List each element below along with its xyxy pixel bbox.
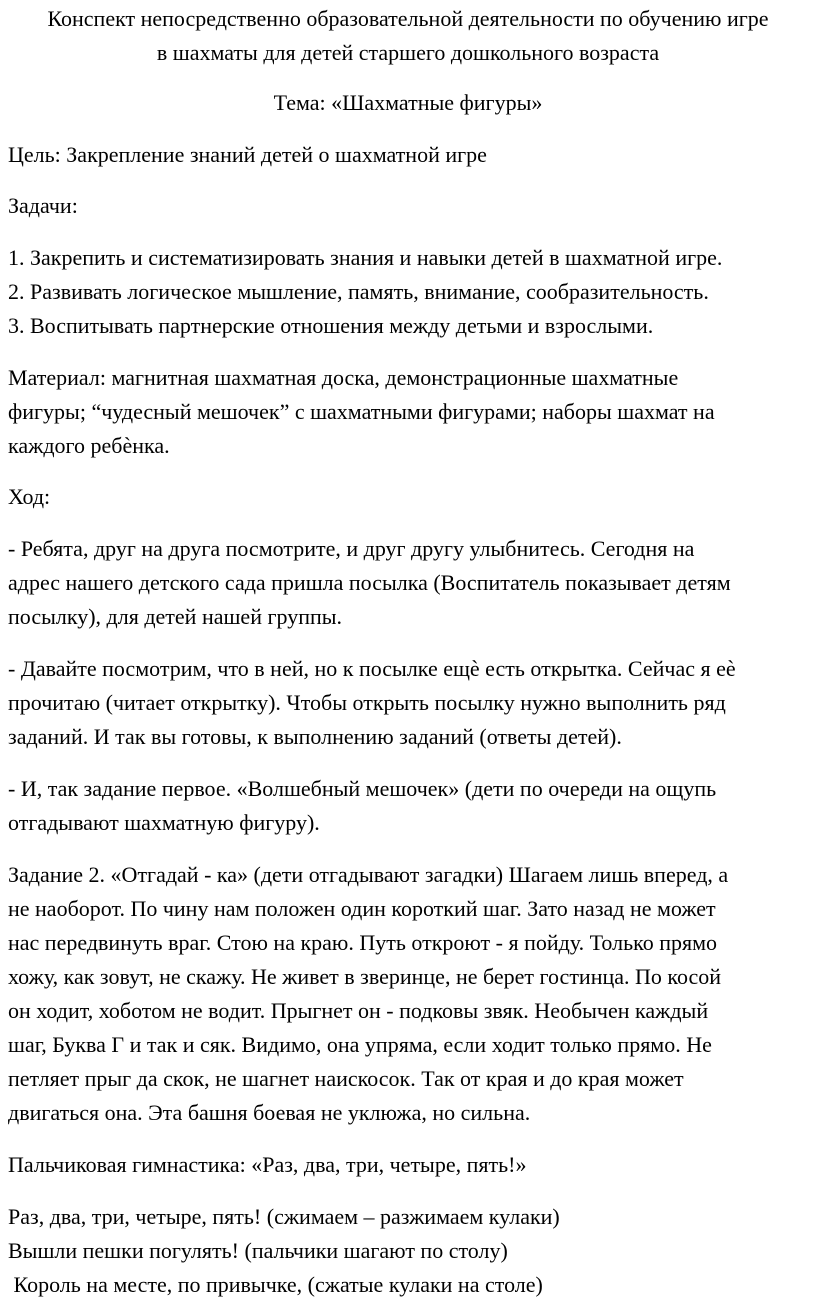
document-title — [8, 0, 808, 70]
paragraph-line: не наоборот. По чину нам положен один короткий шаг. Зато назад не может — [8, 896, 716, 921]
paragraph-line: Задание 2. «Отгадай - ка» (дети отгадывают загадки) Шагаем лишь вперед, а — [8, 862, 729, 887]
finger-gymnastics-heading: Пальчиковая гимнастика: «Раз, два, три, четыре, пять!» — [8, 1152, 527, 1177]
material-line: каждого ребѐнка. — [8, 433, 170, 458]
paragraph-task-2-riddles — [8, 858, 808, 1130]
paragraph-line: адрес нашего детского сада пришла посылка (Воспитатель показывает детям — [8, 570, 731, 595]
material-line: Материал: магнитная шахматная доска, демонстрационные шахматные — [8, 365, 679, 390]
paragraph-line: заданий. И так вы готовы, к выполнению заданий (ответы детей). — [8, 724, 622, 749]
paragraph-line: - Давайте посмотрим, что в ней, но к посылке ещѐ есть открытка. Сейчас я еѐ — [8, 656, 736, 681]
material-line: фигуры; “чудесный мешочек” с шахматными фигурами; наборы шахмат на — [8, 399, 715, 424]
verse-line: Вышли пешки погулять! (пальчики шагают по столу) — [8, 1238, 508, 1263]
paragraph-line: посылку), для детей нашей группы. — [8, 604, 343, 629]
paragraph-line: - Ребята, друг на друга посмотрите, и друг другу улыбнитесь. Сегодня на — [8, 536, 695, 561]
paragraph-line: отгадывают шахматную фигуру). — [8, 810, 320, 835]
paragraph-line: - И, так задание первое. «Волшебный мешочек» (дети по очереди на ощупь — [8, 776, 717, 801]
goal-line: Цель: Закрепление знаний детей о шахматной игре — [8, 142, 487, 167]
paragraph-line: он ходит, хоботом не водит. Прыгнет он - подковы звяк. Необычен каждый — [8, 998, 709, 1023]
tasks-list — [8, 241, 808, 343]
paragraph-line: двигаться она. Эта башня боевая не уклюжа, но сильна. — [8, 1100, 531, 1125]
paragraph-greeting — [8, 532, 808, 634]
task-item: 3. Воспитывать партнерские отношения между детьми и взрослыми. — [8, 313, 654, 338]
course-heading: Ход: — [8, 484, 51, 509]
paragraph-line: шаг, Буква Г и так и сяк. Видимо, она упряма, если ходит только прямо. Не — [8, 1032, 712, 1057]
paragraph-line: нас передвинуть враг. Стою на краю. Путь откроют - я пойду. Только прямо — [8, 930, 718, 955]
tasks-heading: Задачи: — [8, 193, 78, 218]
finger-gymnastics-verse — [8, 1200, 808, 1302]
paragraph-task-1 — [8, 772, 808, 840]
task-item: 2. Развивать логическое мышление, память, внимание, сообразительность. — [8, 279, 709, 304]
title-line-2: в шахматы для детей старшего дошкольного возраста — [156, 40, 660, 65]
paragraph-postcard — [8, 652, 808, 754]
paragraph-line: хожу, как зовут, не скажу. Не живет в зверинце, не берет гостинца. По косой — [8, 964, 722, 989]
title-line-1: Конспект непосредственно образовательной деятельности по обучению игре — [47, 6, 769, 31]
material-paragraph — [8, 361, 808, 463]
theme-line: Тема: «Шахматные фигуры» — [273, 90, 543, 115]
verse-line: Раз, два, три, четыре, пять! (сжимаем – разжимаем кулаки) — [8, 1204, 560, 1229]
task-item: 1. Закрепить и систематизировать знания и навыки детей в шахматной игре. — [8, 245, 723, 270]
verse-line: Король на месте, по привычке, (сжатые кулаки на столе) — [8, 1272, 543, 1297]
paragraph-line: петляет прыг да скок, не шагнет наискосок. Так от края и до края может — [8, 1066, 684, 1091]
paragraph-line: прочитаю (читает открытку). Чтобы открыть посылку нужно выполнить ряд — [8, 690, 726, 715]
